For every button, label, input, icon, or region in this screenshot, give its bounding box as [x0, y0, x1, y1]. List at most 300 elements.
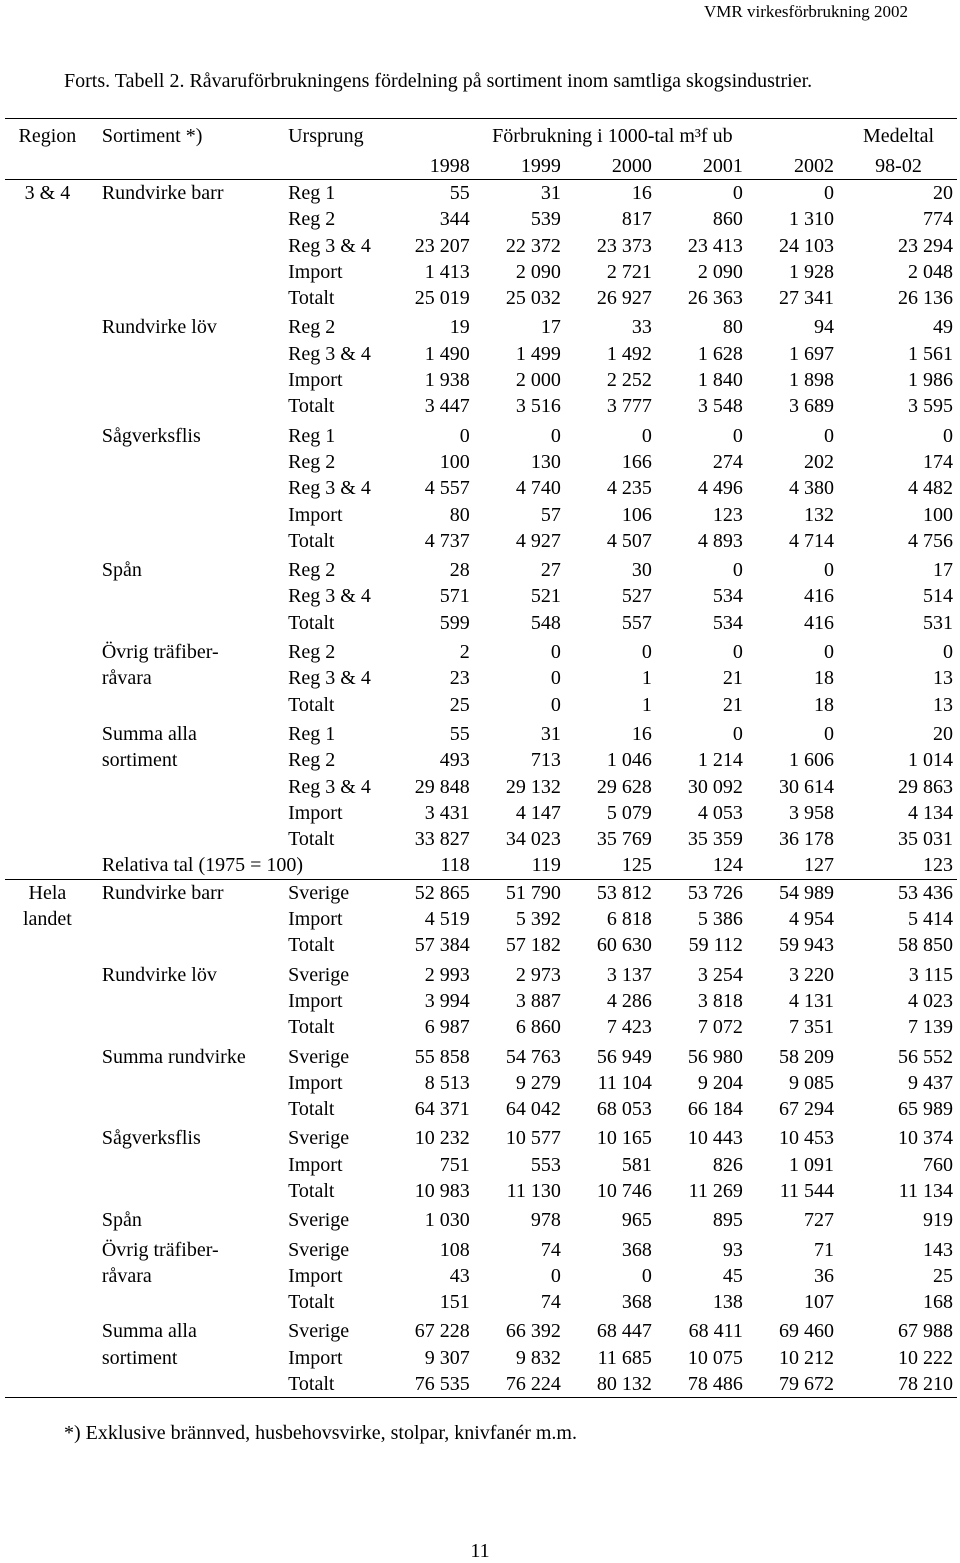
cell-value: 107 — [804, 1291, 834, 1314]
cell-value: 24 103 — [779, 234, 834, 257]
cell-sortiment — [90, 1289, 276, 1315]
cell-medeltal: 5 414 — [908, 908, 953, 931]
cell-value: 34 023 — [505, 828, 561, 851]
cell-medeltal: 9 437 — [908, 1071, 953, 1094]
cell-sortiment: Övrig träfiber- — [101, 1238, 219, 1261]
cell-medeltal: 3 595 — [908, 395, 953, 418]
cell-value: 4 557 — [424, 477, 470, 500]
cell-value: 3 777 — [606, 395, 652, 418]
cell-region — [5, 800, 90, 826]
cell-value: 10 746 — [596, 1179, 652, 1202]
table-row — [5, 665, 957, 691]
cell-sortiment — [90, 800, 276, 826]
table-row — [5, 1234, 957, 1263]
cell-region — [5, 1204, 90, 1233]
table-row — [5, 1014, 957, 1040]
cell-ursprung: Totalt — [288, 395, 335, 418]
cell-value: 0 — [732, 559, 743, 582]
table-row — [5, 959, 957, 988]
cell-sortiment: sortiment — [101, 749, 178, 772]
cell-value: 0 — [459, 424, 470, 447]
cell-value: 4 053 — [697, 801, 743, 824]
table-row — [5, 583, 957, 609]
table-header — [5, 119, 957, 180]
cell-value: 4 893 — [697, 529, 743, 552]
cell-value: 0 — [641, 1264, 652, 1287]
cell-sortiment: Rundvirke barr — [101, 182, 224, 204]
cell-medeltal: 23 294 — [898, 234, 953, 257]
table-row — [5, 311, 957, 340]
cell-ursprung: Import — [288, 260, 343, 283]
cell-medeltal: 123 — [923, 854, 953, 877]
cell-sortiment — [90, 1371, 276, 1398]
cell-value: 31 — [540, 182, 561, 204]
table-row — [5, 906, 957, 932]
cell-value: 66 184 — [687, 1098, 743, 1121]
cell-value: 30 614 — [779, 775, 834, 798]
cell-sortiment — [90, 206, 276, 232]
cell-ursprung: Reg 3 & 4 — [288, 477, 371, 500]
cell-value: 52 865 — [385, 879, 476, 906]
cell-region — [5, 1041, 90, 1070]
cell-value: 31 — [540, 722, 561, 745]
cell-value: 21 — [722, 667, 743, 690]
cell-value: 26 927 — [596, 287, 652, 310]
cell-region — [5, 1315, 90, 1344]
cell-value: 0 — [732, 641, 743, 664]
cell-medeltal: 4 134 — [908, 801, 953, 824]
cell-value: 59 112 — [688, 934, 743, 957]
cell-value: 94 — [814, 316, 834, 339]
cell-value: 18 — [814, 667, 834, 690]
cell-value: 0 — [550, 424, 561, 447]
cell-region — [5, 959, 90, 988]
cell-medeltal: 11 134 — [898, 1179, 953, 1202]
cell-value: 368 — [621, 1291, 652, 1314]
cell-value: 130 — [530, 450, 561, 473]
cell-value: 29 132 — [505, 775, 561, 798]
cell-value: 93 — [722, 1238, 743, 1261]
cell-sortiment — [90, 502, 276, 528]
cell-value: 10 232 — [414, 1127, 470, 1150]
cell-region — [5, 636, 90, 665]
cell-value: 64 042 — [505, 1098, 561, 1121]
cell-value: 4 507 — [606, 529, 652, 552]
table-row — [5, 988, 957, 1014]
cell-region — [5, 393, 90, 419]
cell-value: 151 — [439, 1291, 470, 1314]
table-row — [5, 636, 957, 665]
table-caption: Forts. Tabell 2. Råvaruförbrukningens fördelning på sortiment inom samtliga skogsindustrier. — [64, 70, 813, 92]
table-row — [5, 367, 957, 393]
cell-value: 4 286 — [606, 989, 652, 1012]
cell-value: 3 887 — [515, 989, 561, 1012]
cell-ursprung: Reg 3 & 4 — [288, 585, 371, 608]
cell-ursprung: Import — [288, 369, 343, 392]
cell-value: 0 — [824, 182, 834, 204]
cell-value: 344 — [439, 208, 470, 231]
cell-medeltal: 58 850 — [898, 934, 953, 957]
table-row — [5, 826, 957, 852]
cell-value: 3 254 — [697, 963, 743, 986]
cell-value: 11 544 — [779, 1179, 834, 1202]
cell-region — [5, 1152, 90, 1178]
cell-value: 33 827 — [414, 828, 470, 851]
table-row — [5, 1096, 957, 1122]
cell-sortiment — [90, 774, 276, 800]
cell-value: 0 — [550, 1264, 561, 1287]
cell-value: 4 380 — [789, 477, 834, 500]
cell-region — [5, 449, 90, 475]
page-number: 11 — [470, 1540, 490, 1562]
cell-value: 9 085 — [789, 1071, 834, 1094]
cell-ursprung: Sverige — [288, 1238, 350, 1261]
cell-region — [5, 420, 90, 449]
table-row — [5, 1315, 957, 1344]
cell-value: 76 224 — [505, 1373, 561, 1396]
cell-region — [5, 528, 90, 554]
cell-value: 9 832 — [515, 1346, 561, 1369]
cell-value: 0 — [732, 182, 743, 204]
cell-value: 3 689 — [789, 395, 834, 418]
table-row — [5, 1204, 957, 1233]
cell-ursprung: Reg 1 — [288, 722, 336, 745]
cell-ursprung: Import — [288, 1264, 343, 1287]
cell-value: 3 447 — [424, 395, 470, 418]
cell-value: 1 413 — [424, 260, 470, 283]
header-year-2000: 2000 — [567, 153, 658, 180]
cell-region — [5, 1371, 90, 1398]
cell-value: 69 460 — [779, 1320, 834, 1343]
cell-value: 10 443 — [687, 1127, 743, 1150]
cell-sortiment: Rundvirke barr — [90, 879, 276, 906]
cell-medeltal: 65 989 — [898, 1098, 953, 1121]
cell-value: 3 994 — [424, 989, 470, 1012]
cell-value: 124 — [712, 854, 743, 877]
cell-medeltal: 67 988 — [898, 1320, 953, 1343]
cell-value: 4 927 — [515, 529, 561, 552]
cell-value: 4 740 — [515, 477, 561, 500]
cell-relativa-label: Relativa tal (1975 = 100) — [101, 854, 304, 877]
cell-value: 10 577 — [505, 1127, 561, 1150]
running-header: VMR virkesförbrukning 2002 — [704, 2, 908, 21]
cell-value: 80 — [449, 503, 470, 526]
cell-region: Hela — [5, 879, 90, 906]
cell-medeltal: 26 136 — [898, 287, 953, 310]
cell-medeltal: 0 — [943, 641, 953, 664]
cell-ursprung: Reg 2 — [288, 208, 336, 231]
cell-value: 534 — [712, 585, 743, 608]
cell-value: 0 — [732, 424, 743, 447]
table-row — [5, 718, 957, 747]
cell-value: 965 — [621, 1209, 652, 1232]
cell-region — [5, 1263, 90, 1289]
cell-value: 548 — [530, 611, 561, 634]
cell-value: 25 — [449, 693, 470, 716]
cell-value: 57 — [540, 503, 561, 526]
cell-ursprung: Sverige — [288, 1045, 350, 1068]
cell-ursprung: Reg 1 — [288, 182, 336, 204]
cell-value: 557 — [621, 611, 652, 634]
table-row — [5, 285, 957, 311]
cell-medeltal: 1 986 — [908, 369, 953, 392]
cell-value: 539 — [530, 208, 561, 231]
cell-value: 1 928 — [789, 260, 834, 283]
cell-value: 1 697 — [789, 342, 834, 365]
cell-ursprung: Totalt — [288, 1098, 335, 1121]
header-year-1999: 1999 — [476, 153, 567, 180]
cell-value: 4 235 — [606, 477, 652, 500]
cell-ursprung: Reg 2 — [288, 559, 336, 582]
cell-value: 4 714 — [789, 529, 834, 552]
cell-value: 123 — [712, 503, 743, 526]
cell-value: 1 — [641, 693, 652, 716]
cell-region — [5, 285, 90, 311]
cell-value: 30 092 — [687, 775, 743, 798]
cell-value: 125 — [621, 854, 652, 877]
cell-value: 10 165 — [596, 1127, 652, 1150]
cell-value: 55 858 — [414, 1045, 470, 1068]
table-row — [5, 528, 957, 554]
cell-ursprung: Import — [288, 1071, 343, 1094]
cell-ursprung: Totalt — [288, 1373, 335, 1396]
cell-value: 7 423 — [606, 1016, 652, 1039]
cell-value: 6 818 — [606, 908, 652, 931]
cell-region — [5, 1234, 90, 1263]
cell-sortiment — [90, 906, 276, 932]
cell-value: 53 726 — [658, 879, 749, 906]
cell-medeltal: 760 — [923, 1153, 953, 1176]
cell-medeltal: 1 561 — [908, 342, 953, 365]
cell-sortiment: Sågverksflis — [101, 1127, 201, 1150]
table-row — [5, 747, 957, 773]
cell-sortiment: Summa alla — [101, 1320, 197, 1343]
cell-value: 33 — [631, 316, 652, 339]
cell-value: 599 — [439, 611, 470, 634]
cell-value: 10 075 — [687, 1346, 743, 1369]
cell-value: 80 132 — [596, 1373, 652, 1396]
footnote: *) Exklusive brännved, husbehovsvirke, stolpar, knivfanér m.m. — [64, 1422, 577, 1444]
cell-value: 1 938 — [424, 369, 470, 392]
cell-value: 55 — [449, 722, 470, 745]
cell-value: 274 — [712, 450, 743, 473]
cell-region — [5, 610, 90, 636]
cell-medeltal: 13 — [933, 693, 953, 716]
cell-ursprung: Reg 3 & 4 — [288, 342, 371, 365]
cell-sortiment — [90, 1014, 276, 1040]
cell-value: 119 — [531, 854, 561, 877]
cell-value: 35 359 — [687, 828, 743, 851]
cell-value: 8 513 — [424, 1071, 470, 1094]
cell-region: 3 & 4 — [24, 182, 71, 204]
cell-region — [5, 341, 90, 367]
cell-ursprung: Reg 2 — [288, 450, 336, 473]
cell-value: 80 — [722, 316, 743, 339]
cell-value: 1 628 — [697, 342, 743, 365]
cell-medeltal: 2 048 — [908, 260, 953, 283]
cell-value: 67 228 — [414, 1320, 470, 1343]
header-year-1998: 1998 — [385, 153, 476, 180]
cell-ursprung: Reg 3 & 4 — [288, 775, 371, 798]
cell-value: 166 — [621, 450, 652, 473]
header-year-2001: 2001 — [658, 153, 749, 180]
cell-region — [5, 1345, 90, 1371]
cell-region — [5, 554, 90, 583]
cell-value: 1 492 — [606, 342, 652, 365]
cell-sortiment: sortiment — [101, 1346, 178, 1369]
cell-value: 0 — [824, 641, 834, 664]
table-row — [5, 1070, 957, 1096]
cell-medeltal: 3 115 — [908, 963, 953, 986]
cell-medeltal: 56 552 — [898, 1045, 953, 1068]
cell-region — [5, 852, 90, 879]
cell-sortiment: Spån — [101, 1209, 142, 1232]
cell-value: 18 — [814, 693, 834, 716]
cell-value: 16 — [631, 722, 652, 745]
cell-value: 36 — [814, 1264, 834, 1287]
cell-value: 21 — [722, 693, 743, 716]
cell-value: 57 384 — [414, 934, 470, 957]
cell-value: 2 — [459, 641, 470, 664]
cell-ursprung: Sverige — [288, 1209, 350, 1232]
cell-ursprung: Totalt — [288, 611, 335, 634]
header-medeltal-period: 98-02 — [840, 153, 957, 180]
table-row — [5, 420, 957, 449]
cell-region — [5, 826, 90, 852]
cell-sortiment — [90, 528, 276, 554]
cell-value: 22 372 — [505, 234, 561, 257]
cell-region — [5, 692, 90, 718]
cell-value: 3 548 — [697, 395, 743, 418]
cell-value: 67 294 — [779, 1098, 834, 1121]
table-row — [5, 774, 957, 800]
table-row — [5, 1178, 957, 1204]
cell-value: 5 386 — [697, 908, 743, 931]
cell-value: 9 279 — [515, 1071, 561, 1094]
cell-value: 45 — [722, 1264, 743, 1287]
cell-ursprung: Sverige — [288, 963, 350, 986]
cell-ursprung: Totalt — [288, 1016, 335, 1039]
table-body — [5, 180, 957, 1398]
cell-value: 68 447 — [596, 1320, 652, 1343]
cell-region — [5, 932, 90, 958]
cell-value: 59 943 — [779, 934, 834, 957]
cell-value: 3 220 — [789, 963, 834, 986]
cell-region — [5, 206, 90, 232]
cell-sortiment — [90, 1070, 276, 1096]
cell-value: 17 — [540, 316, 561, 339]
cell-value: 79 672 — [779, 1373, 834, 1396]
cell-value: 118 — [440, 854, 470, 877]
cell-ursprung: Import — [288, 908, 343, 931]
cell-value: 56 949 — [596, 1045, 652, 1068]
cell-value: 2 090 — [515, 260, 561, 283]
cell-sortiment: Summa rundvirke — [101, 1045, 246, 1068]
cell-value: 2 000 — [515, 369, 561, 392]
cell-sortiment: Rundvirke löv — [101, 963, 217, 986]
cell-ursprung: Import — [288, 801, 343, 824]
cell-sortiment — [90, 393, 276, 419]
cell-value: 1 499 — [515, 342, 561, 365]
cell-value: 1 840 — [697, 369, 743, 392]
cell-value: 7 351 — [789, 1016, 834, 1039]
cell-sortiment: Övrig träfiber- — [101, 641, 219, 664]
header-year-2002: 2002 — [749, 153, 840, 180]
cell-medeltal: 168 — [923, 1291, 953, 1314]
cell-medeltal: 919 — [923, 1209, 953, 1232]
cell-value: 1 — [641, 667, 652, 690]
cell-value: 127 — [804, 854, 834, 877]
cell-value: 4 147 — [515, 801, 561, 824]
cell-medeltal: 100 — [923, 503, 953, 526]
cell-value: 9 307 — [424, 1346, 470, 1369]
cell-value: 29 848 — [414, 775, 470, 798]
cell-medeltal: 4 482 — [908, 477, 953, 500]
cell-ursprung: Import — [288, 503, 343, 526]
table-row — [5, 1371, 957, 1398]
cell-region — [5, 665, 90, 691]
cell-ursprung: Totalt — [288, 1179, 335, 1202]
cell-value: 68 053 — [596, 1098, 652, 1121]
cell-sortiment — [90, 259, 276, 285]
cell-ursprung: Reg 1 — [288, 424, 336, 447]
cell-value: 29 628 — [596, 775, 652, 798]
table-row — [5, 1289, 957, 1315]
cell-ursprung: Import — [288, 1346, 343, 1369]
header-medeltal: Medeltal — [862, 125, 935, 147]
cell-sortiment — [90, 233, 276, 259]
cell-value: 0 — [550, 641, 561, 664]
cell-value: 751 — [439, 1153, 470, 1176]
cell-value: 817 — [621, 208, 652, 231]
cell-ursprung: Totalt — [288, 287, 335, 310]
cell-value: 527 — [621, 585, 652, 608]
cell-value: 2 721 — [606, 260, 652, 283]
cell-medeltal: 7 139 — [908, 1016, 953, 1039]
cell-value: 7 072 — [697, 1016, 743, 1039]
cell-value: 0 — [824, 722, 834, 745]
cell-sortiment — [90, 826, 276, 852]
cell-sortiment — [90, 367, 276, 393]
cell-value: 368 — [621, 1238, 652, 1261]
cell-value: 58 209 — [779, 1045, 834, 1068]
cell-value: 2 090 — [697, 260, 743, 283]
cell-value: 43 — [449, 1264, 470, 1287]
table-row — [5, 1345, 957, 1371]
cell-ursprung: Reg 3 & 4 — [288, 667, 371, 690]
cell-value: 138 — [712, 1291, 743, 1314]
cell-value: 26 363 — [687, 287, 743, 310]
cell-sortiment — [90, 988, 276, 1014]
cell-value: 202 — [804, 450, 834, 473]
cell-value: 23 — [449, 667, 470, 690]
cell-value: 553 — [530, 1153, 561, 1176]
cell-value: 27 — [540, 559, 561, 582]
cell-value: 1 898 — [789, 369, 834, 392]
cell-value: 521 — [530, 585, 561, 608]
cell-medeltal: 20 — [933, 182, 953, 204]
cell-ursprung: Import — [288, 989, 343, 1012]
cell-medeltal: 13 — [933, 667, 953, 690]
cell-region — [5, 747, 90, 773]
cell-value: 54 763 — [505, 1045, 561, 1068]
cell-value: 66 392 — [505, 1320, 561, 1343]
cell-medeltal: 53 436 — [840, 879, 957, 906]
cell-value: 11 685 — [597, 1346, 652, 1369]
table-row — [5, 554, 957, 583]
cell-value: 74 — [540, 1238, 561, 1261]
cell-value: 493 — [439, 749, 470, 772]
